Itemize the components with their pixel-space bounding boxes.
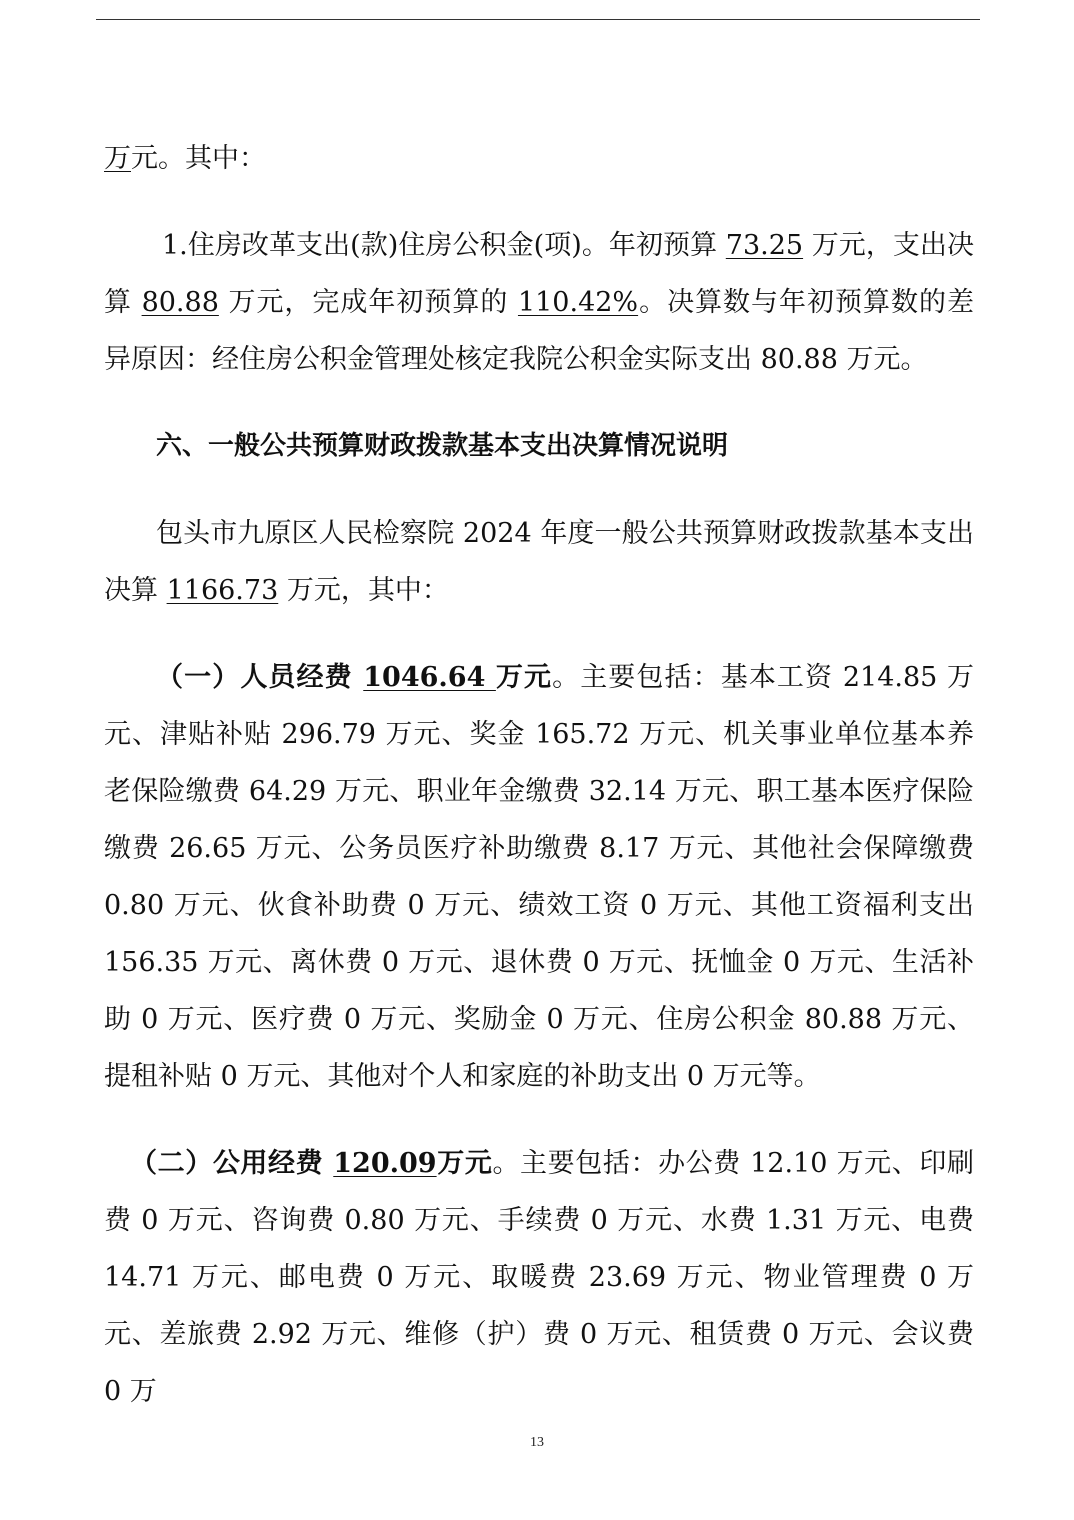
intro-text-1: 包头市九原区人民检察院 2024 年度一般公共预算财政拨款基本支出决算 <box>104 518 974 606</box>
continuation-paragraph <box>104 130 974 187</box>
public-details: 。主要包括：办公费 12.10 万元、印刷费 0 万元、咨询费 0.80 万元、手续费 0 万元、水费 1.31 万元、电费 14.71 万元、邮电费 0 万元、取暖费 23.69 万元、物业管理费 0 万元、差旅费 2.92 万元、维修（护）费 0 万元、租赁费 0 万元、会议费 0 万 <box>104 1148 975 1407</box>
housing-text-4: 。决算数与年初预算数的差异原因：经住房公积金管理处核定我院公积金实际支出 80.88 万元。 <box>104 287 974 375</box>
document-body <box>104 130 974 1420</box>
public-expense-paragraph <box>104 1135 974 1420</box>
housing-initial-budget: 73.25 <box>725 230 804 261</box>
continuation-text: 元。其中： <box>131 143 266 174</box>
housing-completion-rate: 110.42% <box>517 287 639 318</box>
housing-text-3: 万元，完成年初预算的 <box>218 287 518 318</box>
section-heading: 六、一般公共预算财政拨款基本支出决算情况说明 <box>156 431 729 461</box>
housing-reform-paragraph <box>104 217 974 388</box>
personnel-unit: 万元 <box>495 662 553 693</box>
page-number: 13 <box>530 1435 544 1450</box>
personnel-total: 1046.64 <box>363 662 496 693</box>
personnel-label: （一）人员经费 <box>156 662 364 693</box>
housing-text-2: 万元，支出决算 <box>104 230 974 318</box>
intro-text-2: 万元，其中： <box>278 575 449 606</box>
public-label: （二）公用经费 <box>130 1148 334 1179</box>
public-unit: 万元 <box>436 1148 493 1179</box>
personnel-expense-paragraph <box>104 649 974 1105</box>
header-rule <box>96 19 980 20</box>
housing-final-amount: 80.88 <box>141 287 219 318</box>
underlined-unit: 万 <box>104 143 131 174</box>
public-total: 120.09 <box>333 1148 437 1179</box>
basic-expense-intro <box>104 505 974 619</box>
personnel-details: 。主要包括：基本工资 214.85 万元、津贴补贴 296.79 万元、奖金 165.72 万元、机关事业单位基本养老保险缴费 64.29 万元、职业年金缴费 32.14 万元、职工基本医疗保险缴费 26.65 万元、公务员医疗补助缴费 8.17 万元、其他社会保障缴费 0.80 万元、伙食补助费 0 万元、绩效工资 0 万元、其他工资福利支出 156.35 万元、离休费 0 万元、退休费 0 万元、抚恤金 0 万元、生活补助 0 万元、医疗费 0 万元、奖励金 0 万元、住房公积金 80.88 万元、提租补贴 0 万元、其他对个人和家庭的补助支出 0 万元等。 <box>104 662 974 1092</box>
housing-text-1: 1.住房改革支出(款)住房公积金(项)。年初预算 <box>162 230 726 261</box>
basic-expense-total: 1166.73 <box>166 575 279 606</box>
